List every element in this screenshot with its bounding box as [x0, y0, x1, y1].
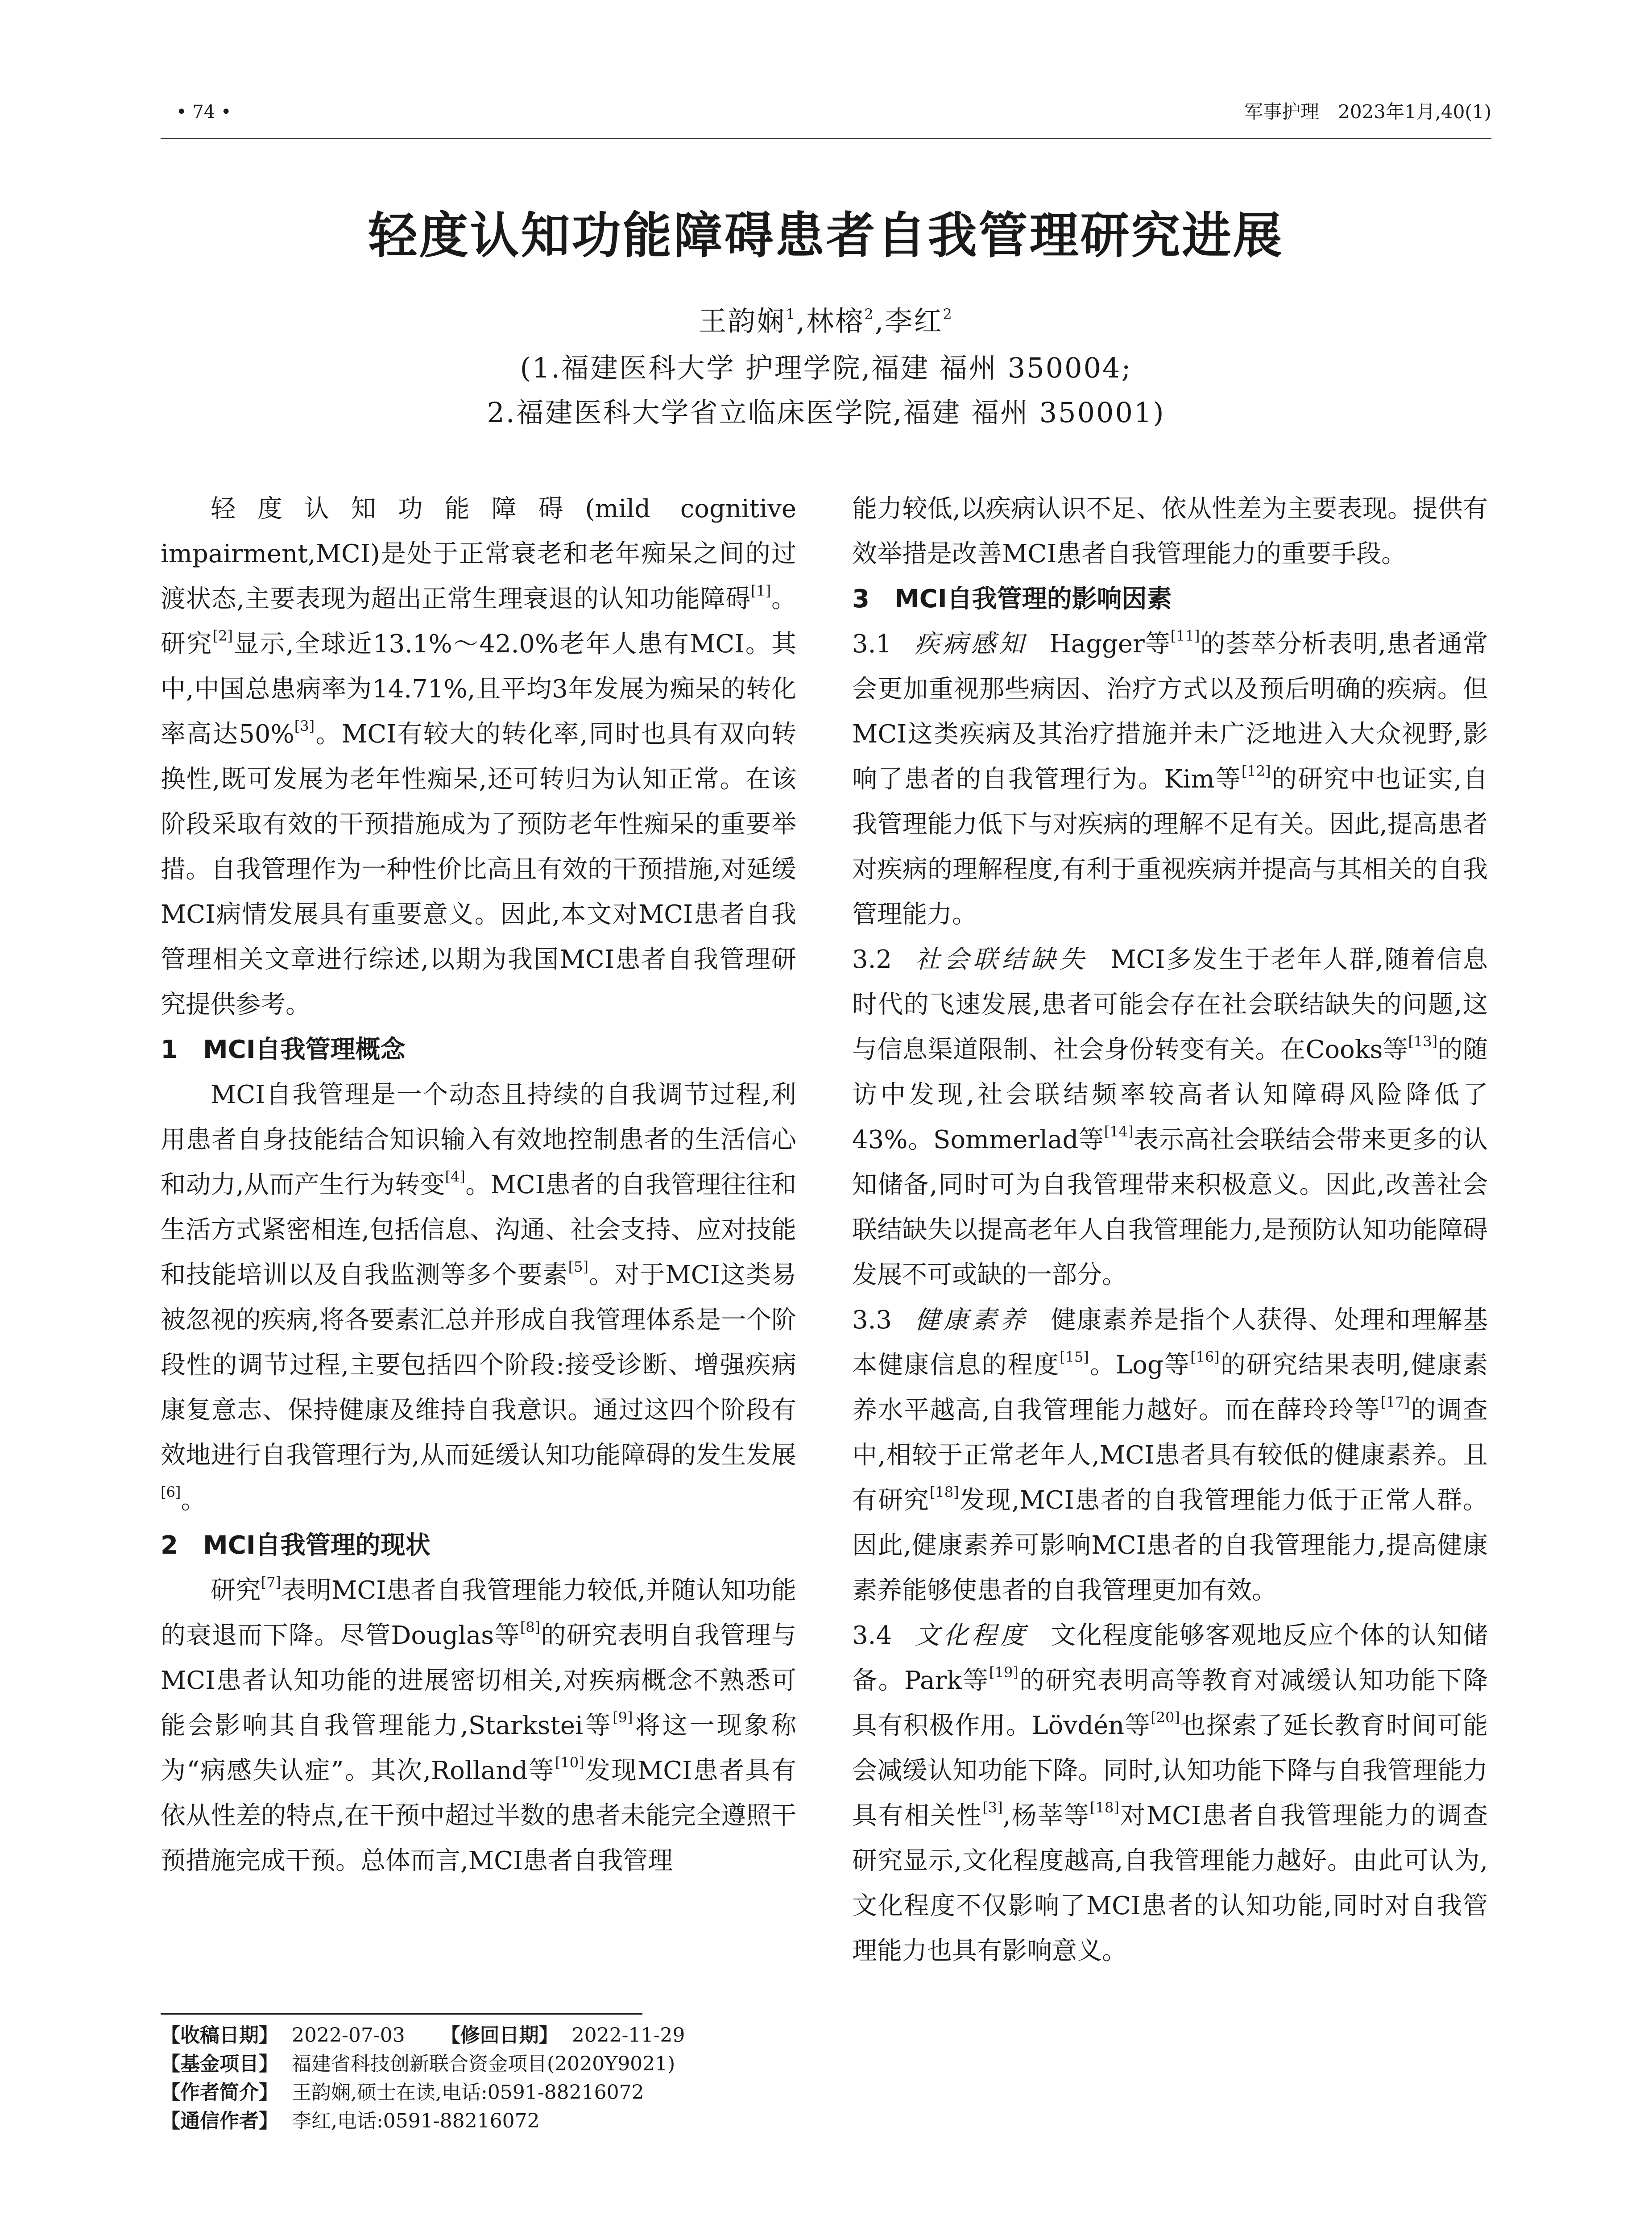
right-column — [852, 486, 1488, 1974]
section-3-heading: 3 MCI自我管理的影响因素 — [852, 585, 1172, 614]
intro-paragraph: 轻度认知功能障碍(mild cognitive impairment,MCI)是处于正常衰老和老年痴呆之间的过渡状态,主要表现为超出正常生理衰退的认知功能障碍[1]。研究[2]显示,全球近13.1%～42.0%老年人患有MCI。其中,中国总患病率为14.71%,且平均3年发展为痴呆的转化率高达50%[3]。MCI有较大的转化率,同时也具有双向转换性,既可发展为老年性痴呆,还可转归为认知正常。在该阶段采取有效的干预措施成为了预防老年性痴呆的重要举措。自我管理作为一种性价比高且有效的干预措施,对延缓MCI病情发展具有重要意义。因此,本文对MCI患者自我管理相关文章进行综述,以期为我国MCI患者自我管理研究提供参考。 — [161, 494, 797, 1019]
footnote-dates: 【收稿日期】 2022-07-03 【修回日期】 2022-11-29 — [161, 2024, 685, 2047]
subsection-3-3: 3.3 健康素养 健康素养是指个人获得、处理和理解基本健康信息的程度[15]。Log等[16]的研究结果表明,健康素养水平越高,自我管理能力越好。而在薛玲玲等[17]的调查中,相较于正常老年人,MCI患者具有较低的健康素养。且有研究[18]发现,MCI患者的自我管理能力低于正常人群。因此,健康素养可影响MCI患者的自我管理能力,提高健康素养能够使患者的自我管理更加有效。 — [852, 1306, 1488, 1605]
affiliation-1: (1.福建医科大学 护理学院,福建 福州 350004; — [520, 352, 1132, 384]
footnotes — [161, 2021, 799, 2136]
article-title: 轻度认知功能障碍患者自我管理研究进展 — [368, 207, 1284, 264]
footnote-fund: 【基金项目】 福建省科技创新联合资金项目(2020Y9021) — [161, 2053, 675, 2075]
section-1-heading: 1 MCI自我管理概念 — [161, 1035, 406, 1064]
section-2-paragraph: 研究[7]表明MCI患者自我管理能力较低,并随认知功能的衰退而下降。尽管Douglas等[8]的研究表明自我管理与MCI患者认知功能的进展密切相关,对疾病概念不熟悉可能会影响其自我管理能力,Starkstei等[9]将这一现象称为“病感失认症”。其次,Rolland等[10]发现MCI患者具有依从性差的特点,在干预中超过半数的患者未能完全遵照干预措施完成干预。总体而言,MCI患者自我管理 — [161, 1574, 797, 1875]
footnote-divider — [161, 2013, 642, 2015]
footnote-author: 【作者简介】 王韵娴,硕士在读,电话:0591-88216072 — [161, 2081, 644, 2104]
footnote-corresponding: 【通信作者】 李红,电话:0591-88216072 — [161, 2110, 540, 2132]
subsection-3-2: 3.2 社会联结缺失 MCI多发生于老年人群,随着信息时代的飞速发展,患者可能会存在社会联结缺失的问题,这与信息渠道限制、社会身份转变有关。在Cooks等[13]的随访中发现,社会联结频率较高者认知障碍风险降低了43%。Sommerlad等[14]表示高社会联结会带来更多的认知储备,同时可为自我管理带来积极意义。因此,改善社会联结缺失以提高老年人自我管理能力,是预防认知功能障碍发展不可或缺的一部分。 — [852, 945, 1488, 1290]
section-2-continuation: 能力较低,以疾病认识不足、依从性差为主要表现。提供有效举措是改善MCI患者自我管理能力的重要手段。 — [852, 494, 1488, 568]
subsection-3-1: 3.1 疾病感知 Hagger等[11]的荟萃分析表明,患者通常会更加重视那些病因、治疗方式以及预后明确的疾病。但MCI这类疾病及其治疗措施并未广泛地进入大众视野,影响了患者的自我管理行为。Kim等[12]的研究中也证实,自我管理能力低下与对疾病的理解不足有关。因此,提高患者对疾病的理解程度,有利于重视疾病并提高与其相关的自我管理能力。 — [852, 627, 1488, 929]
section-1-paragraph: MCI自我管理是一个动态且持续的自我调节过程,利用患者自身技能结合知识输入有效地控制患者的生活信心和动力,从而产生行为转变[4]。MCI患者的自我管理往往和生活方式紧密相连,包括信息、沟通、社会支持、应对技能和技能培训以及自我监测等多个要素[5]。对于MCI这类易被忽视的疾病,将各要素汇总并形成自我管理体系是一个阶段性的调节过程,主要包括四个阶段:接受诊断、增强疾病康复意志、保持健康及维持自我意识。通过这四个阶段有效地进行自我管理行为,从而延缓认知功能障碍的发生发展[6]。 — [161, 1080, 797, 1515]
header-divider — [161, 138, 1491, 139]
affiliation-2: 2.福建医科大学省立临床医学院,福建 福州 350001) — [487, 396, 1165, 429]
left-column — [161, 486, 796, 1883]
section-2-heading: 2 MCI自我管理的现状 — [161, 1531, 431, 1560]
subsection-3-4: 3.4 文化程度 文化程度能够客观地反应个体的认知储备。Park等[19]的研究表明高等教育对减缓认知功能下降具有积极作用。Lövdén等[20]也探索了延长教育时间可能会减缓认知功能下降。同时,认知功能下降与自我管理能力具有相关性[3],杨莘等[18]对MCI患者自我管理能力的调查研究显示,文化程度越高,自我管理能力越好。由此可认为,文化程度不仅影响了MCI患者的认知功能,同时对自我管理能力也具有影响意义。 — [852, 1621, 1488, 1966]
journal-info: 军事护理 2023年1月,40(1) — [1244, 101, 1491, 123]
page-number: • 74 • — [176, 102, 232, 122]
author-list: 王韵娴$^1$,林榕$^2$,李红$^2$ — [699, 305, 953, 337]
